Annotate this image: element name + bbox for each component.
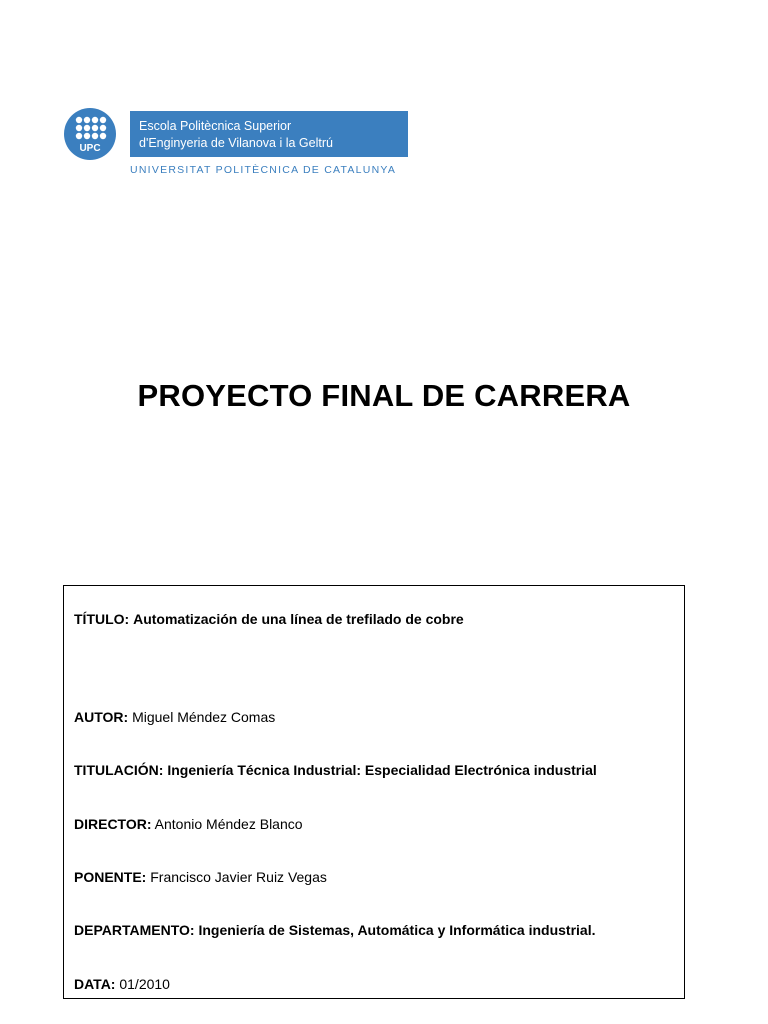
- field-value: 01/2010: [119, 976, 170, 992]
- field-label: DEPARTAMENTO:: [74, 922, 195, 938]
- field-value: Automatización de una línea de trefilado de cobre: [133, 611, 464, 627]
- school-name-banner: [130, 111, 408, 157]
- field-autor: [74, 708, 275, 726]
- field-label: DIRECTOR:: [74, 816, 152, 832]
- field-value: Antonio Méndez Blanco: [154, 816, 303, 832]
- field-titulo: [74, 610, 464, 628]
- school-name-line2: d'Enginyeria de Vilanova i la Geltrú: [139, 136, 333, 150]
- field-titulacion: [74, 761, 597, 779]
- field-label: PONENTE:: [74, 869, 147, 885]
- upc-circle-text: UPC: [79, 143, 101, 154]
- page-title: PROYECTO FINAL DE CARRERA: [137, 378, 631, 413]
- project-info-box: [63, 585, 685, 999]
- school-name-line1: Escola Politècnica Superior: [139, 119, 292, 133]
- field-ponente: [74, 868, 327, 886]
- field-label: DATA:: [74, 976, 116, 992]
- field-value: Miguel Méndez Comas: [132, 709, 276, 725]
- field-value: Ingeniería Técnica Industrial: Especialidad Electrónica industrial: [167, 762, 597, 778]
- field-label: TÍTULO:: [74, 611, 130, 627]
- upc-logo: [64, 108, 410, 178]
- field-director: [74, 815, 303, 833]
- field-label: TITULACIÓN:: [74, 762, 164, 778]
- field-data: [74, 975, 170, 993]
- university-name: UNIVERSITAT POLITÈCNICA DE CATALUNYA: [130, 164, 397, 176]
- field-value: Ingeniería de Sistemas, Automática y Informática industrial.: [198, 922, 596, 938]
- upc-circle-logo-icon: [64, 108, 116, 160]
- field-departamento: [74, 921, 596, 939]
- field-value: Francisco Javier Ruiz Vegas: [150, 869, 327, 885]
- field-label: AUTOR:: [74, 709, 129, 725]
